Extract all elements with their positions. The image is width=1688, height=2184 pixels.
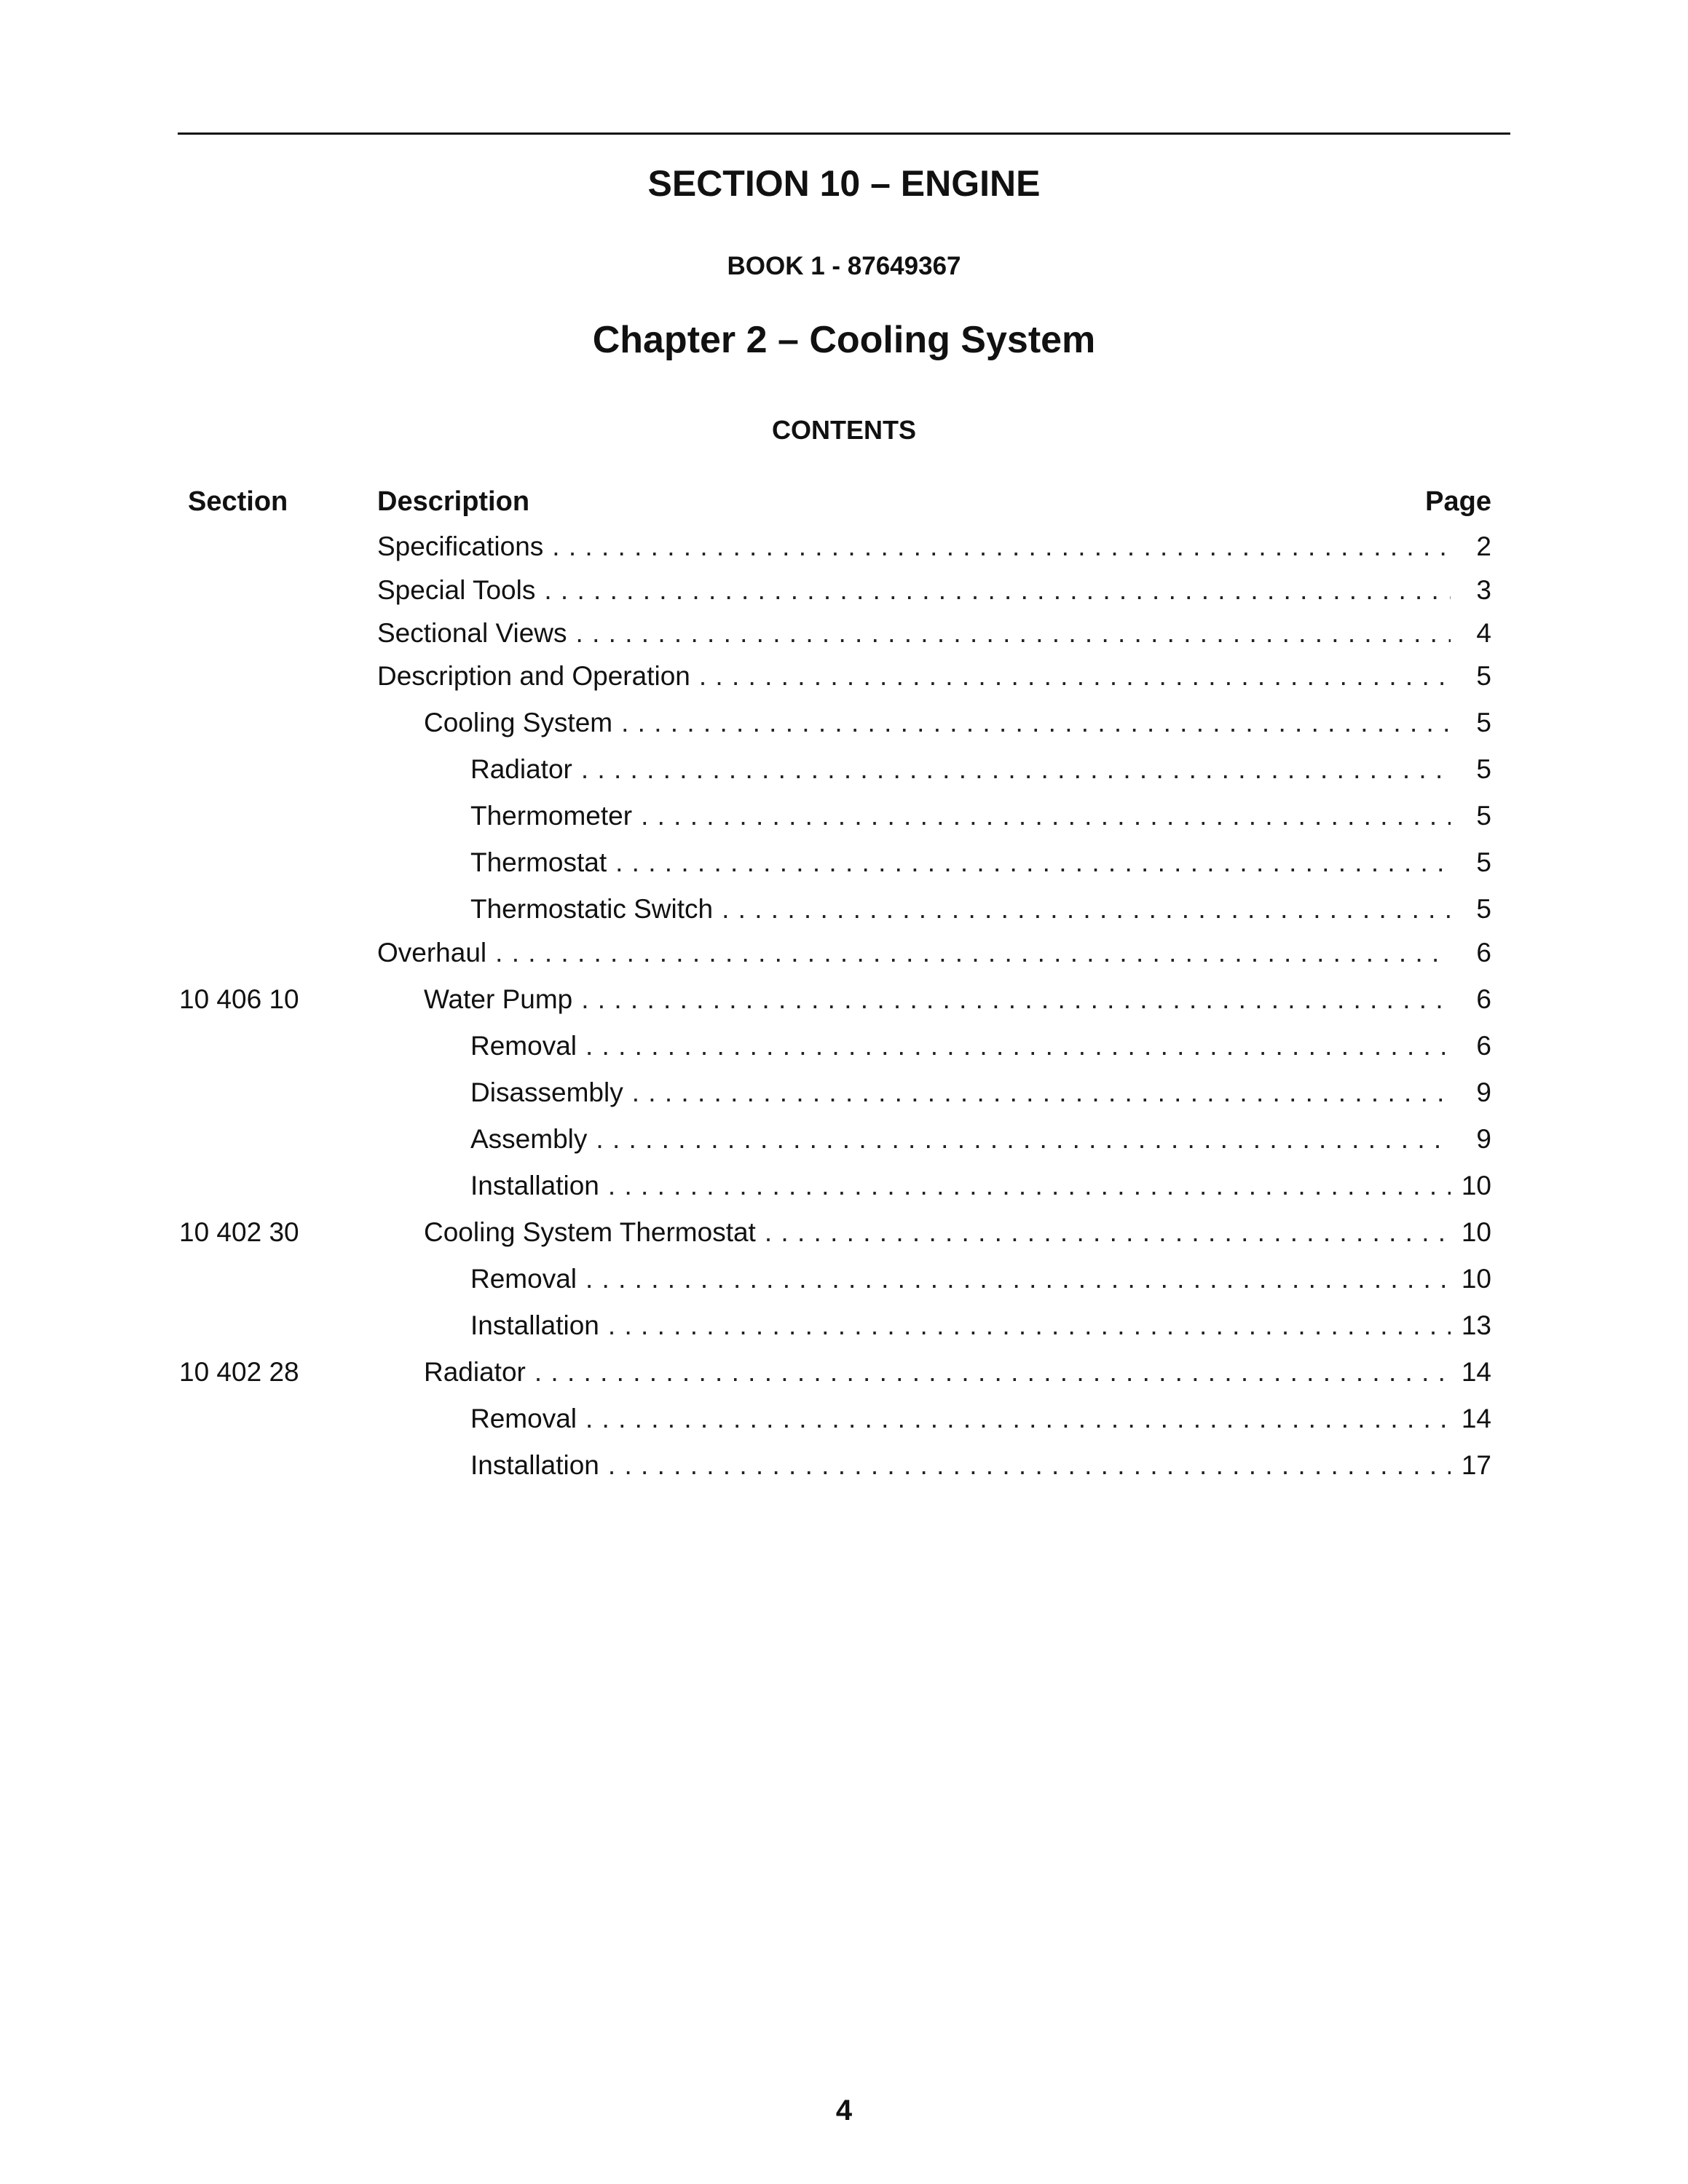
book-title: BOOK 1 - 87649367 [727,252,961,280]
toc-entry[interactable] [424,1215,1491,1250]
dot-leader [608,1308,1451,1343]
toc-entry[interactable] [377,616,1491,651]
toc-entry[interactable] [470,799,1491,834]
toc-entry[interactable] [377,573,1491,608]
toc-row [0,892,1688,927]
toc-row [0,1029,1688,1064]
dot-leader [581,982,1451,1017]
toc-entry[interactable] [470,752,1491,787]
toc-entry[interactable] [424,982,1491,1017]
toc-entry-label: Radiator [424,1357,526,1387]
toc-row [0,845,1688,880]
toc-row [0,935,1688,970]
toc-row [0,1168,1688,1203]
toc-entry-page: 6 [1476,938,1491,968]
toc-entry-label: Special Tools [377,575,536,605]
toc-entry-label: Thermometer [470,801,633,831]
column-header-page: Page [1425,486,1491,517]
toc-entry[interactable] [377,935,1491,970]
toc-entry[interactable] [470,1029,1491,1064]
toc-entry[interactable] [470,1075,1491,1110]
toc-row [0,982,1688,1017]
dot-leader [585,1029,1451,1064]
toc-row [0,659,1688,694]
column-header-section: Section [188,486,288,517]
toc-entry-label: Thermostat [470,847,607,877]
toc-row [0,752,1688,787]
toc-entry-page: 5 [1476,754,1491,784]
dot-leader [576,616,1451,651]
toc-entry-page: 10 [1461,1171,1491,1200]
toc-entry[interactable] [470,1448,1491,1483]
toc-entry-page: 14 [1461,1357,1491,1387]
dot-leader [535,1355,1451,1390]
toc-entry-page: 10 [1461,1217,1491,1247]
toc-entry-page: 5 [1476,708,1491,737]
toc-entry[interactable] [424,1355,1491,1390]
toc-section-number: 10 402 30 [179,1217,299,1247]
toc-row [0,1448,1688,1483]
toc-entry[interactable] [470,1168,1491,1203]
dot-leader [722,892,1451,927]
page-number: 4 [835,2094,853,2126]
toc-entry-label: Assembly [470,1124,588,1154]
dot-leader [765,1215,1451,1250]
toc-entry-label: Cooling System Thermostat [424,1217,756,1247]
toc-row [0,799,1688,834]
dot-leader [699,659,1451,694]
dot-leader [585,1401,1451,1436]
toc-entry-label: Radiator [470,754,572,784]
dot-leader [608,1168,1451,1203]
toc-entry-label: Water Pump [424,984,573,1014]
toc-entry[interactable] [470,892,1491,927]
toc-entry-label: Overhaul [377,938,487,968]
contents-title: CONTENTS [772,415,916,445]
toc-row [0,705,1688,740]
toc-entry-label: Description and Operation [377,661,690,691]
toc-entry-page: 9 [1476,1124,1491,1154]
toc-entry-page: 6 [1476,984,1491,1014]
toc-entry[interactable] [470,1262,1491,1297]
toc-entry-page: 5 [1476,847,1491,877]
toc-entry-label: Specifications [377,531,544,561]
toc-section-number: 10 402 28 [179,1357,299,1387]
toc-entry-label: Sectional Views [377,618,567,648]
dot-leader [495,935,1451,970]
dot-leader [544,573,1451,608]
dot-leader [641,799,1451,834]
toc-row [0,1355,1688,1390]
dot-leader [608,1448,1451,1483]
dot-leader [552,529,1451,564]
toc-entry[interactable] [424,705,1491,740]
toc-row [0,1401,1688,1436]
top-rule [178,132,1510,135]
toc-entry-page: 14 [1461,1404,1491,1433]
toc-row [0,529,1688,564]
toc-section-number: 10 406 10 [179,984,299,1014]
toc-entry-label: Removal [470,1404,577,1433]
chapter-title: Chapter 2 – Cooling System [592,319,1096,361]
dot-leader [615,845,1451,880]
toc-entry-page: 5 [1476,894,1491,924]
toc-row [0,616,1688,651]
toc-row [0,1075,1688,1110]
toc-row [0,1215,1688,1250]
toc-entry-label: Installation [470,1310,599,1340]
toc-entry-page: 9 [1476,1077,1491,1107]
toc-entry-label: Thermostatic Switch [470,894,714,924]
toc-row [0,1262,1688,1297]
toc-entry-page: 17 [1461,1450,1491,1480]
toc-entry-label: Installation [470,1450,599,1480]
toc-row [0,573,1688,608]
toc-entry-page: 10 [1461,1264,1491,1294]
toc-entry[interactable] [470,845,1491,880]
toc-entry-page: 13 [1461,1310,1491,1340]
toc-entry-page: 3 [1476,575,1491,605]
toc-entry-label: Removal [470,1031,577,1061]
toc-entry[interactable] [377,529,1491,564]
dot-leader [632,1075,1451,1110]
toc-entry-page: 4 [1476,618,1491,648]
toc-entry-label: Disassembly [470,1077,623,1107]
toc-entry-page: 6 [1476,1031,1491,1061]
toc-entry-label: Cooling System [424,708,613,737]
toc-entry[interactable] [470,1308,1491,1343]
toc-entry[interactable] [470,1122,1491,1157]
toc-entry[interactable] [377,659,1491,694]
dot-leader [581,752,1451,787]
toc-row [0,1308,1688,1343]
column-header-description: Description [377,486,530,517]
toc-entry-page: 2 [1476,531,1491,561]
toc-row [0,1122,1688,1157]
dot-leader [596,1122,1451,1157]
toc-entry[interactable] [470,1401,1491,1436]
toc-entry-label: Installation [470,1171,599,1200]
dot-leader [621,705,1451,740]
section-title: SECTION 10 – ENGINE [647,163,1041,204]
toc-entry-page: 5 [1476,661,1491,691]
toc-entry-label: Removal [470,1264,577,1294]
toc-entry-page: 5 [1476,801,1491,831]
dot-leader [585,1262,1451,1297]
